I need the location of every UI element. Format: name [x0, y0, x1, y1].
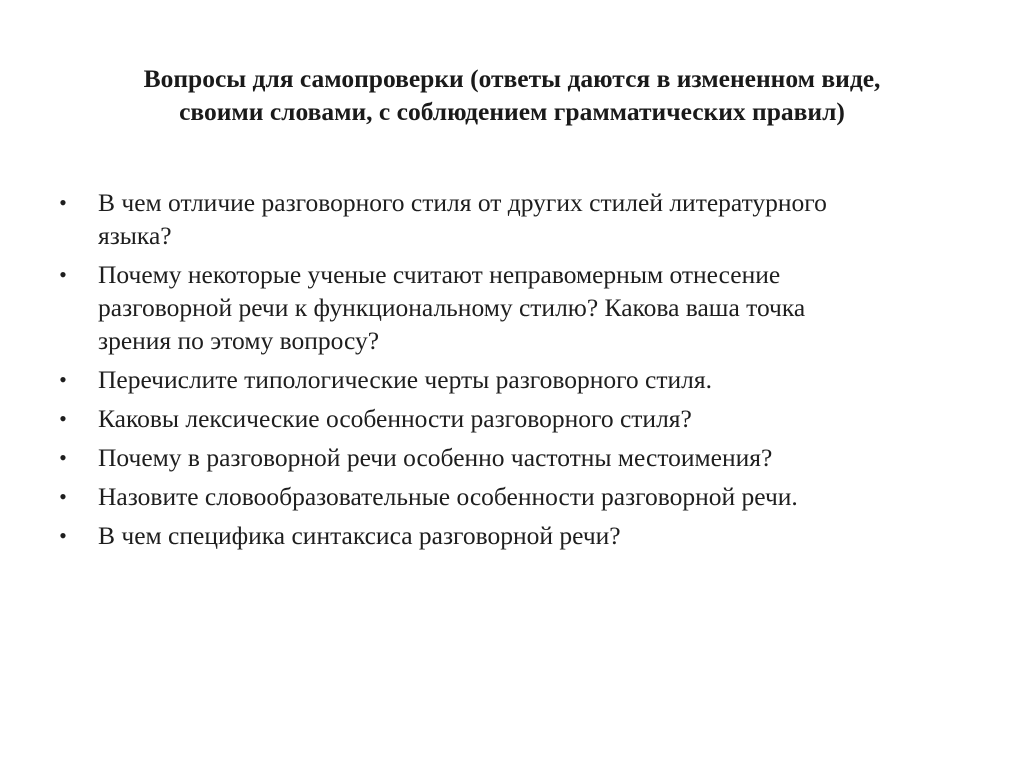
question-1-line-1: В чем отличие разговорного стиля от других стилей литературного	[98, 188, 827, 217]
question-5-text: Почему в разговорной речи особенно частотны местоимения?	[98, 443, 773, 472]
slide-title-line-1: Вопросы для самопроверки (ответы даются в измененном виде,	[143, 64, 881, 93]
question-item-3	[56, 363, 936, 396]
slide-title	[60, 62, 964, 128]
question-6-text: Назовите словообразовательные особенности разговорной речи.	[98, 482, 798, 511]
question-item-2	[56, 258, 936, 357]
question-item-7	[56, 519, 936, 552]
slide-title-line-2: своими словами, с соблюдением грамматических правил)	[179, 97, 845, 126]
question-list	[56, 186, 936, 558]
question-item-6	[56, 480, 936, 513]
question-1-line-2: языка?	[98, 221, 172, 250]
question-2-line-2: разговорной речи к функциональному стилю? Какова ваша точка	[98, 293, 806, 322]
bullet-icon: •	[59, 190, 67, 215]
question-item-1	[56, 186, 936, 252]
question-3-text: Перечислите типологические черты разговорного стиля.	[98, 365, 712, 394]
question-7-text: В чем специфика синтаксиса разговорной речи?	[98, 521, 621, 550]
question-2-line-1: Почему некоторые ученые считают неправомерным отнесение	[98, 260, 781, 289]
question-4-text: Каковы лексические особенности разговорного стиля?	[98, 404, 692, 433]
bullet-icon: •	[59, 484, 67, 509]
question-item-4	[56, 402, 936, 435]
bullet-icon: •	[59, 523, 67, 548]
bullet-icon: •	[59, 262, 67, 287]
bullet-icon: •	[59, 445, 67, 470]
bullet-icon: •	[59, 367, 67, 392]
question-item-5	[56, 441, 936, 474]
question-2-line-3: зрения по этому вопросу?	[98, 326, 380, 355]
bullet-icon: •	[59, 406, 67, 431]
